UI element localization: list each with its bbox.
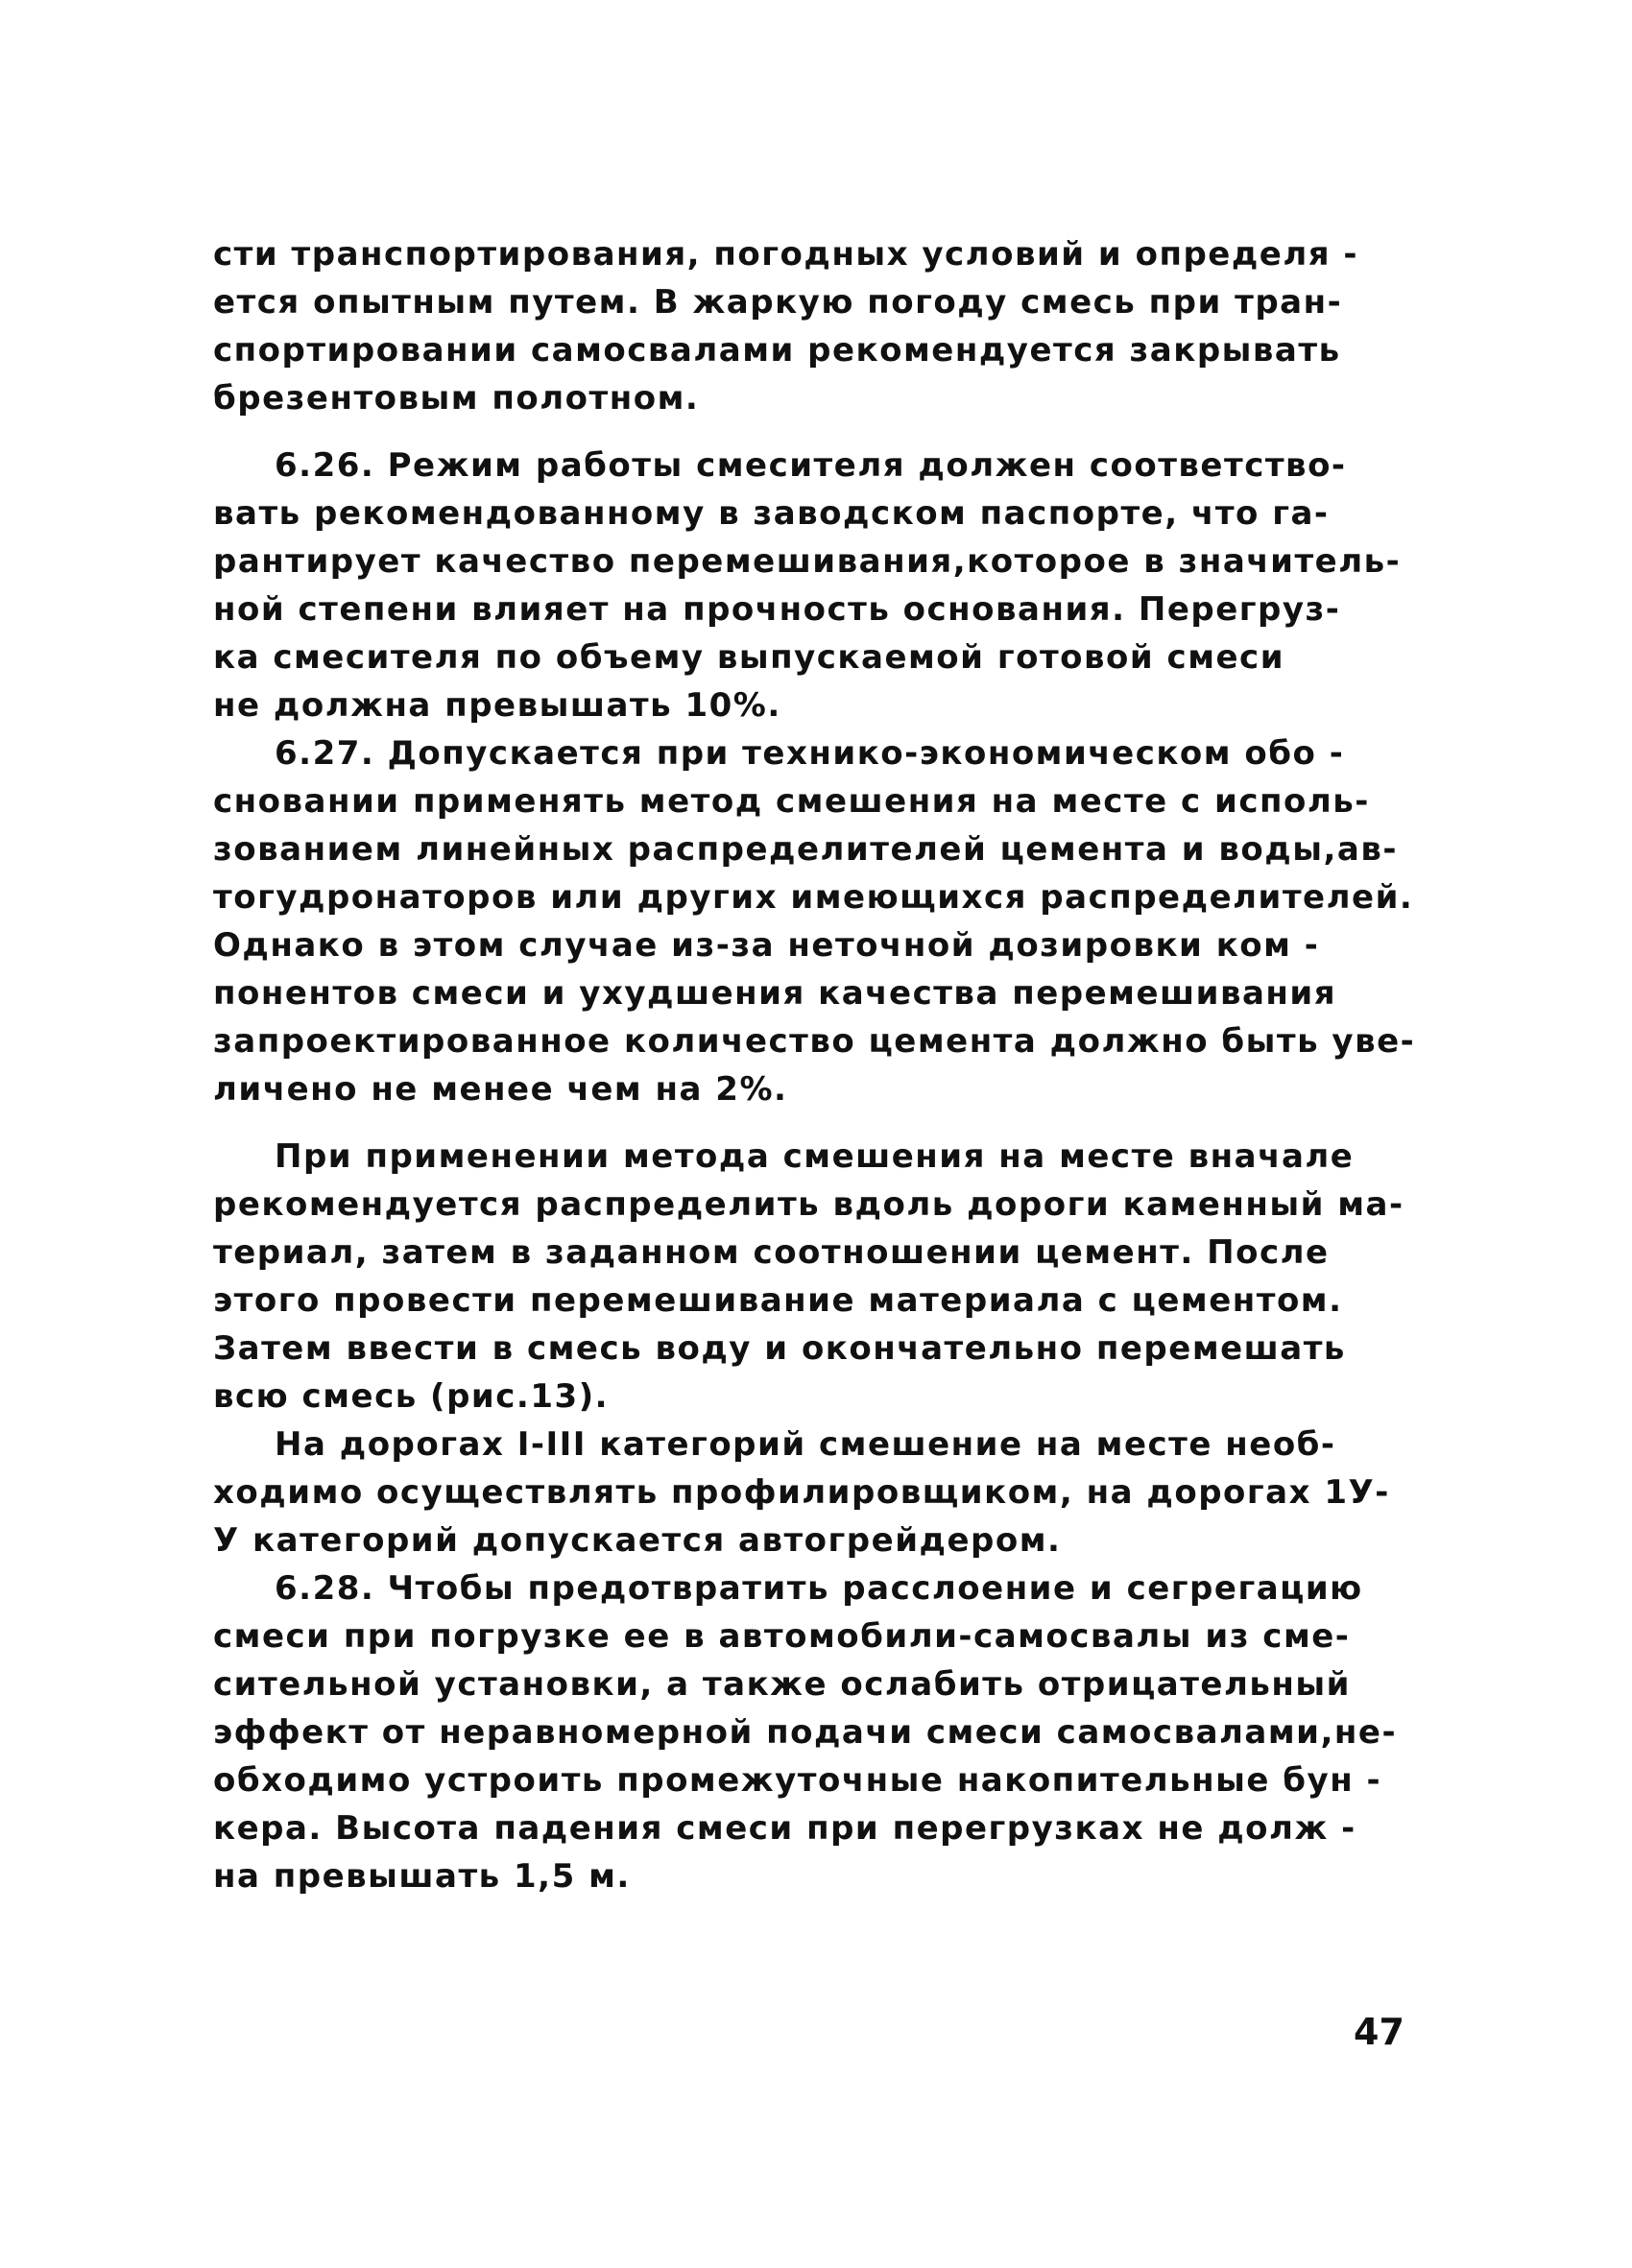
text-line: не должна превышать 10%. xyxy=(213,686,781,725)
text-line: рекомендуется распределить вдоль дороги каменный ма- xyxy=(213,1185,1404,1224)
text-line: запроектированное количество цемента должно быть уве- xyxy=(213,1022,1416,1061)
text-line: Однако в этом случае из-за неточной дозировки ком - xyxy=(213,926,1320,965)
text-line: кера. Высота падения смеси при перегрузках не долж - xyxy=(213,1809,1356,1848)
text-line: зованием линейных распределителей цемента и воды,ав- xyxy=(213,830,1398,869)
paragraph-road-categories xyxy=(213,1420,1430,1564)
text-line: этого провести перемешивание материала с цементом. xyxy=(213,1281,1343,1320)
text-line: ется опытным путем. В жаркую погоду смесь при тран- xyxy=(213,283,1343,322)
body-text xyxy=(213,230,1430,1900)
text-line: тогудронаторов или других имеющихся распределителей. xyxy=(213,878,1414,917)
text-line: всю смесь (рис.13). xyxy=(213,1377,610,1416)
paragraph-continuation xyxy=(213,230,1430,422)
text-line: 6.28. Чтобы предотвратить расслоение и сегрегацию xyxy=(275,1569,1363,1608)
text-line: рантирует качество перемешивания,которое в значитель- xyxy=(213,542,1402,581)
text-line: понентов смеси и ухудшения качества перемешивания xyxy=(213,974,1337,1013)
text-line: сительной установки, а также ослабить отрицательный xyxy=(213,1665,1351,1704)
text-line: 6.26. Режим работы смесителя должен соответство- xyxy=(275,446,1347,485)
page-number: 47 xyxy=(1354,2011,1404,2053)
text-line: ка смесителя по объему выпускаемой готовой смеси xyxy=(213,638,1285,677)
paragraph-mixing-method xyxy=(213,1133,1430,1420)
paragraph-gap xyxy=(213,1113,1430,1133)
text-line: ной степени влияет на прочность основания. Перегруз- xyxy=(213,590,1341,629)
text-line: обходимо устроить промежуточные накопительные бун - xyxy=(213,1761,1382,1800)
text-line: вать рекомендованному в заводском паспорте, что га- xyxy=(213,494,1330,533)
paragraph-6-26 xyxy=(213,442,1430,729)
paragraph-gap xyxy=(213,422,1430,442)
paragraph-6-28 xyxy=(213,1564,1430,1900)
text-line: сновании применять метод смешения на месте с исполь- xyxy=(213,782,1370,821)
text-line: эффект от неравномерной подачи смеси самосвалами,не- xyxy=(213,1713,1398,1752)
text-line: брезентовым полотном. xyxy=(213,379,700,418)
text-line: При применении метода смешения на месте вначале xyxy=(275,1137,1355,1176)
text-line: териал, затем в заданном соотношении цемент. После xyxy=(213,1233,1330,1272)
text-line: личено не менее чем на 2%. xyxy=(213,1070,788,1109)
text-line: спортировании самосвалами рекомендуется закрывать xyxy=(213,331,1341,370)
paragraph-6-27 xyxy=(213,729,1430,1113)
text-line: ходимо осуществлять профилировщиком, на дорогах 1У- xyxy=(213,1473,1390,1512)
text-line: на превышать 1,5 м. xyxy=(213,1857,631,1896)
text-line: У категорий допускается автогрейдером. xyxy=(213,1521,1062,1560)
text-line: смеси при погрузке ее в автомобили-самосвалы из сме- xyxy=(213,1617,1351,1656)
text-line: На дорогах I-III категорий смешение на месте необ- xyxy=(275,1425,1336,1464)
text-line: сти транспортирования, погодных условий и определя - xyxy=(213,235,1359,274)
text-line: Затем ввести в смесь воду и окончательно перемешать xyxy=(213,1329,1346,1368)
text-line: 6.27. Допускается при технико-экономическом обо - xyxy=(275,734,1345,773)
